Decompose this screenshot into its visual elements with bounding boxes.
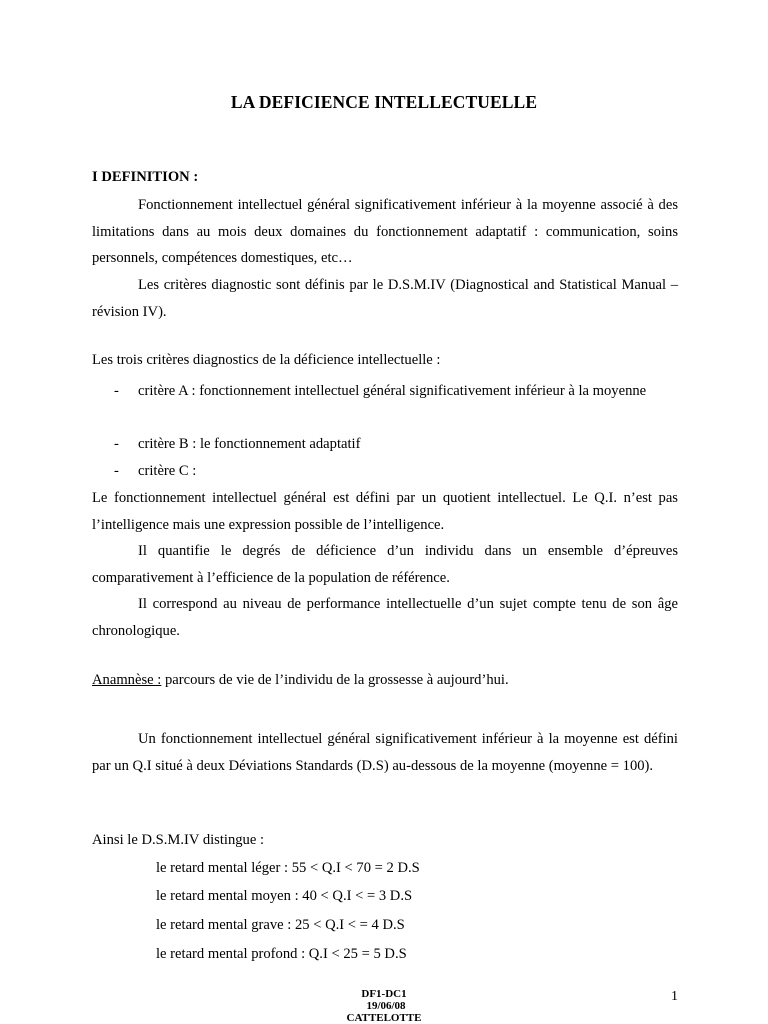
anamnese-text: parcours de vie de l’individu de la grossesse à aujourd’hui. bbox=[161, 672, 509, 688]
document-title: LA DEFICIENCE INTELLECTUELLE bbox=[230, 92, 538, 112]
criteria-item-c bbox=[92, 458, 678, 485]
bullet-dash: - bbox=[114, 383, 119, 399]
footer-author: CATTELOTTE bbox=[346, 1012, 422, 1024]
anamnese-line bbox=[92, 672, 509, 689]
criteria-intro: Les trois critères diagnostics de la déficience intellectuelle : bbox=[92, 352, 441, 368]
section-heading: I DEFINITION : bbox=[92, 169, 199, 185]
retard-level-grave: le retard mental grave : 25 < Q.I < = 4 D.S bbox=[156, 917, 405, 933]
criteria-item-a bbox=[92, 378, 678, 405]
footer-date: 19/06/08 bbox=[366, 1000, 406, 1012]
page-number: 1 bbox=[671, 989, 678, 1004]
dsm-paragraph: Les critères diagnostic sont définis par le D.S.M.IV (Diagnostical and Statistical Manual – révision IV). bbox=[92, 277, 678, 320]
retard-level-leger: le retard mental léger : 55 < Q.I < 70 = 2 D.S bbox=[156, 860, 420, 876]
correspond-paragraph: Il correspond au niveau de performance intellectuelle d’un sujet compte tenu de son âge chronologique. bbox=[92, 596, 678, 639]
quantify-paragraph: Il quantifie le degrés de déficience d’un individu dans un ensemble d’épreuves comparativement à l’efficience de la population de référence. bbox=[92, 543, 678, 586]
definition-paragraph: Fonctionnement intellectuel général significativement inférieur à la moyenne associé à des limitations dans au mois deux domaines du fonctionnement adaptatif : communication, soins personnels, compétences domestiques, etc… bbox=[92, 197, 678, 266]
footer-code: DF1-DC1 bbox=[361, 988, 407, 1000]
bullet-dash: - bbox=[114, 463, 119, 479]
qi-paragraph: Le fonctionnement intellectuel général est défini par un quotient intellectuel. Le Q.I. n’est pas l’intelligence mais une expression possible de l’intelligence. bbox=[92, 490, 678, 533]
anamnese-term: Anamnèse : bbox=[92, 672, 162, 688]
criteria-item-text: critère B : le fonctionnement adaptatif bbox=[138, 436, 361, 452]
retard-level-moyen: le retard mental moyen : 40 < Q.I < = 3 D.S bbox=[156, 888, 413, 904]
criteria-item-text: critère A : fonctionnement intellectuel général significativement inférieur à la moyenne bbox=[138, 383, 647, 399]
deviation-paragraph: Un fonctionnement intellectuel général significativement inférieur à la moyenne est défini par un Q.I situé à deux Déviations Standards (D.S) au-dessous de la moyenne (moyenne = 100). bbox=[92, 731, 678, 774]
criteria-item-text: critère C : bbox=[138, 463, 197, 479]
retard-level-profond: le retard mental profond : Q.I < 25 = 5 D.S bbox=[156, 946, 407, 962]
dsm-distingue: Ainsi le D.S.M.IV distingue : bbox=[92, 832, 265, 848]
bullet-dash: - bbox=[114, 436, 119, 452]
criteria-item-b bbox=[92, 431, 678, 458]
